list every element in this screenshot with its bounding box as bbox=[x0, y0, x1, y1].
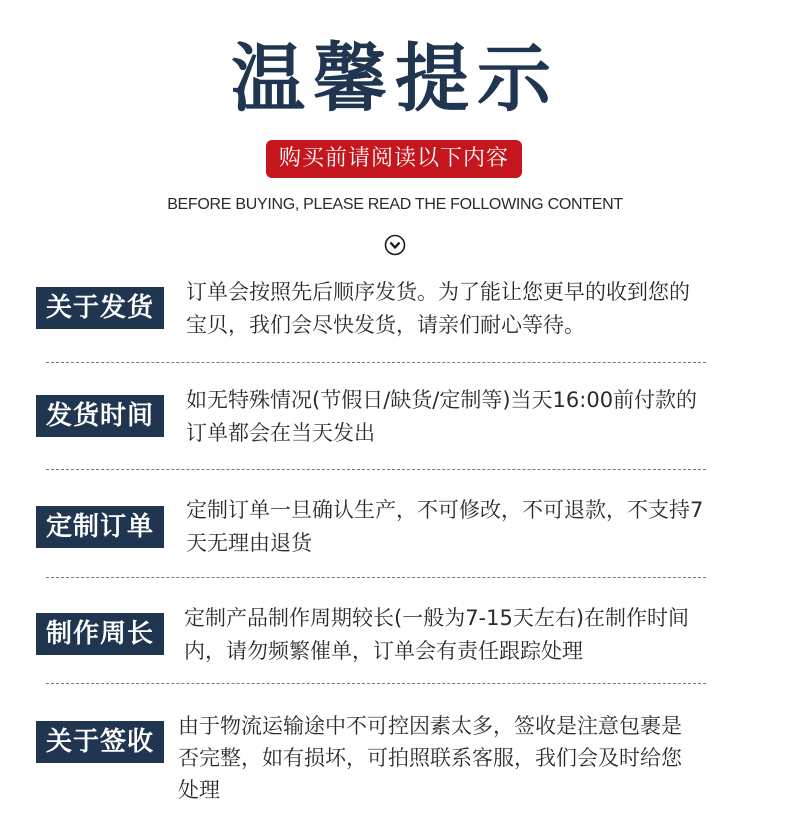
dashed-divider bbox=[46, 469, 706, 470]
section-text-line: 天无理由退货 bbox=[186, 531, 312, 555]
section-text-line: 订单都会在当天发出 bbox=[186, 421, 375, 445]
page-title: 温馨提示 bbox=[231, 36, 559, 122]
page-subtitle: BEFORE BUYING, PLEASE READ THE FOLLOWING CONTENT bbox=[167, 196, 623, 213]
section-text-line: 处理 bbox=[178, 778, 220, 802]
section-label: 发货时间 bbox=[36, 395, 164, 437]
section-text-line: 定制产品制作周期较长(一般为7-15天左右)在制作时间 bbox=[184, 606, 690, 630]
section-label: 关于签收 bbox=[36, 721, 164, 763]
section-text-line: 宝贝，我们会尽快发货，请亲们耐心等待。 bbox=[186, 313, 585, 337]
chevron-down-circle-icon bbox=[384, 234, 406, 256]
section-text-line: 订单会按照先后顺序发货。为了能让您更早的收到您的 bbox=[186, 280, 690, 304]
section-text-line: 内，请勿频繁催单，订单会有责任跟踪处理 bbox=[184, 639, 583, 663]
dashed-divider bbox=[46, 577, 706, 578]
dashed-divider bbox=[46, 683, 706, 684]
section-label: 关于发货 bbox=[36, 287, 164, 329]
section-text-line: 由于物流运输途中不可控因素太多，签收是注意包裹是 bbox=[178, 714, 682, 738]
section-text-line: 定制订单一旦确认生产，不可修改，不可退款，不支持7 bbox=[186, 498, 704, 522]
section-text-line: 否完整，如有损坏，可拍照联系客服，我们会及时给您 bbox=[178, 746, 682, 770]
section-label: 制作周长 bbox=[36, 613, 164, 655]
section-text-line: 如无特殊情况(节假日/缺货/定制等)当天16:00前付款的 bbox=[186, 388, 698, 412]
section-label: 定制订单 bbox=[36, 506, 164, 548]
notice-banner: 购买前请阅读以下内容 bbox=[266, 140, 522, 178]
dashed-divider bbox=[46, 362, 706, 363]
